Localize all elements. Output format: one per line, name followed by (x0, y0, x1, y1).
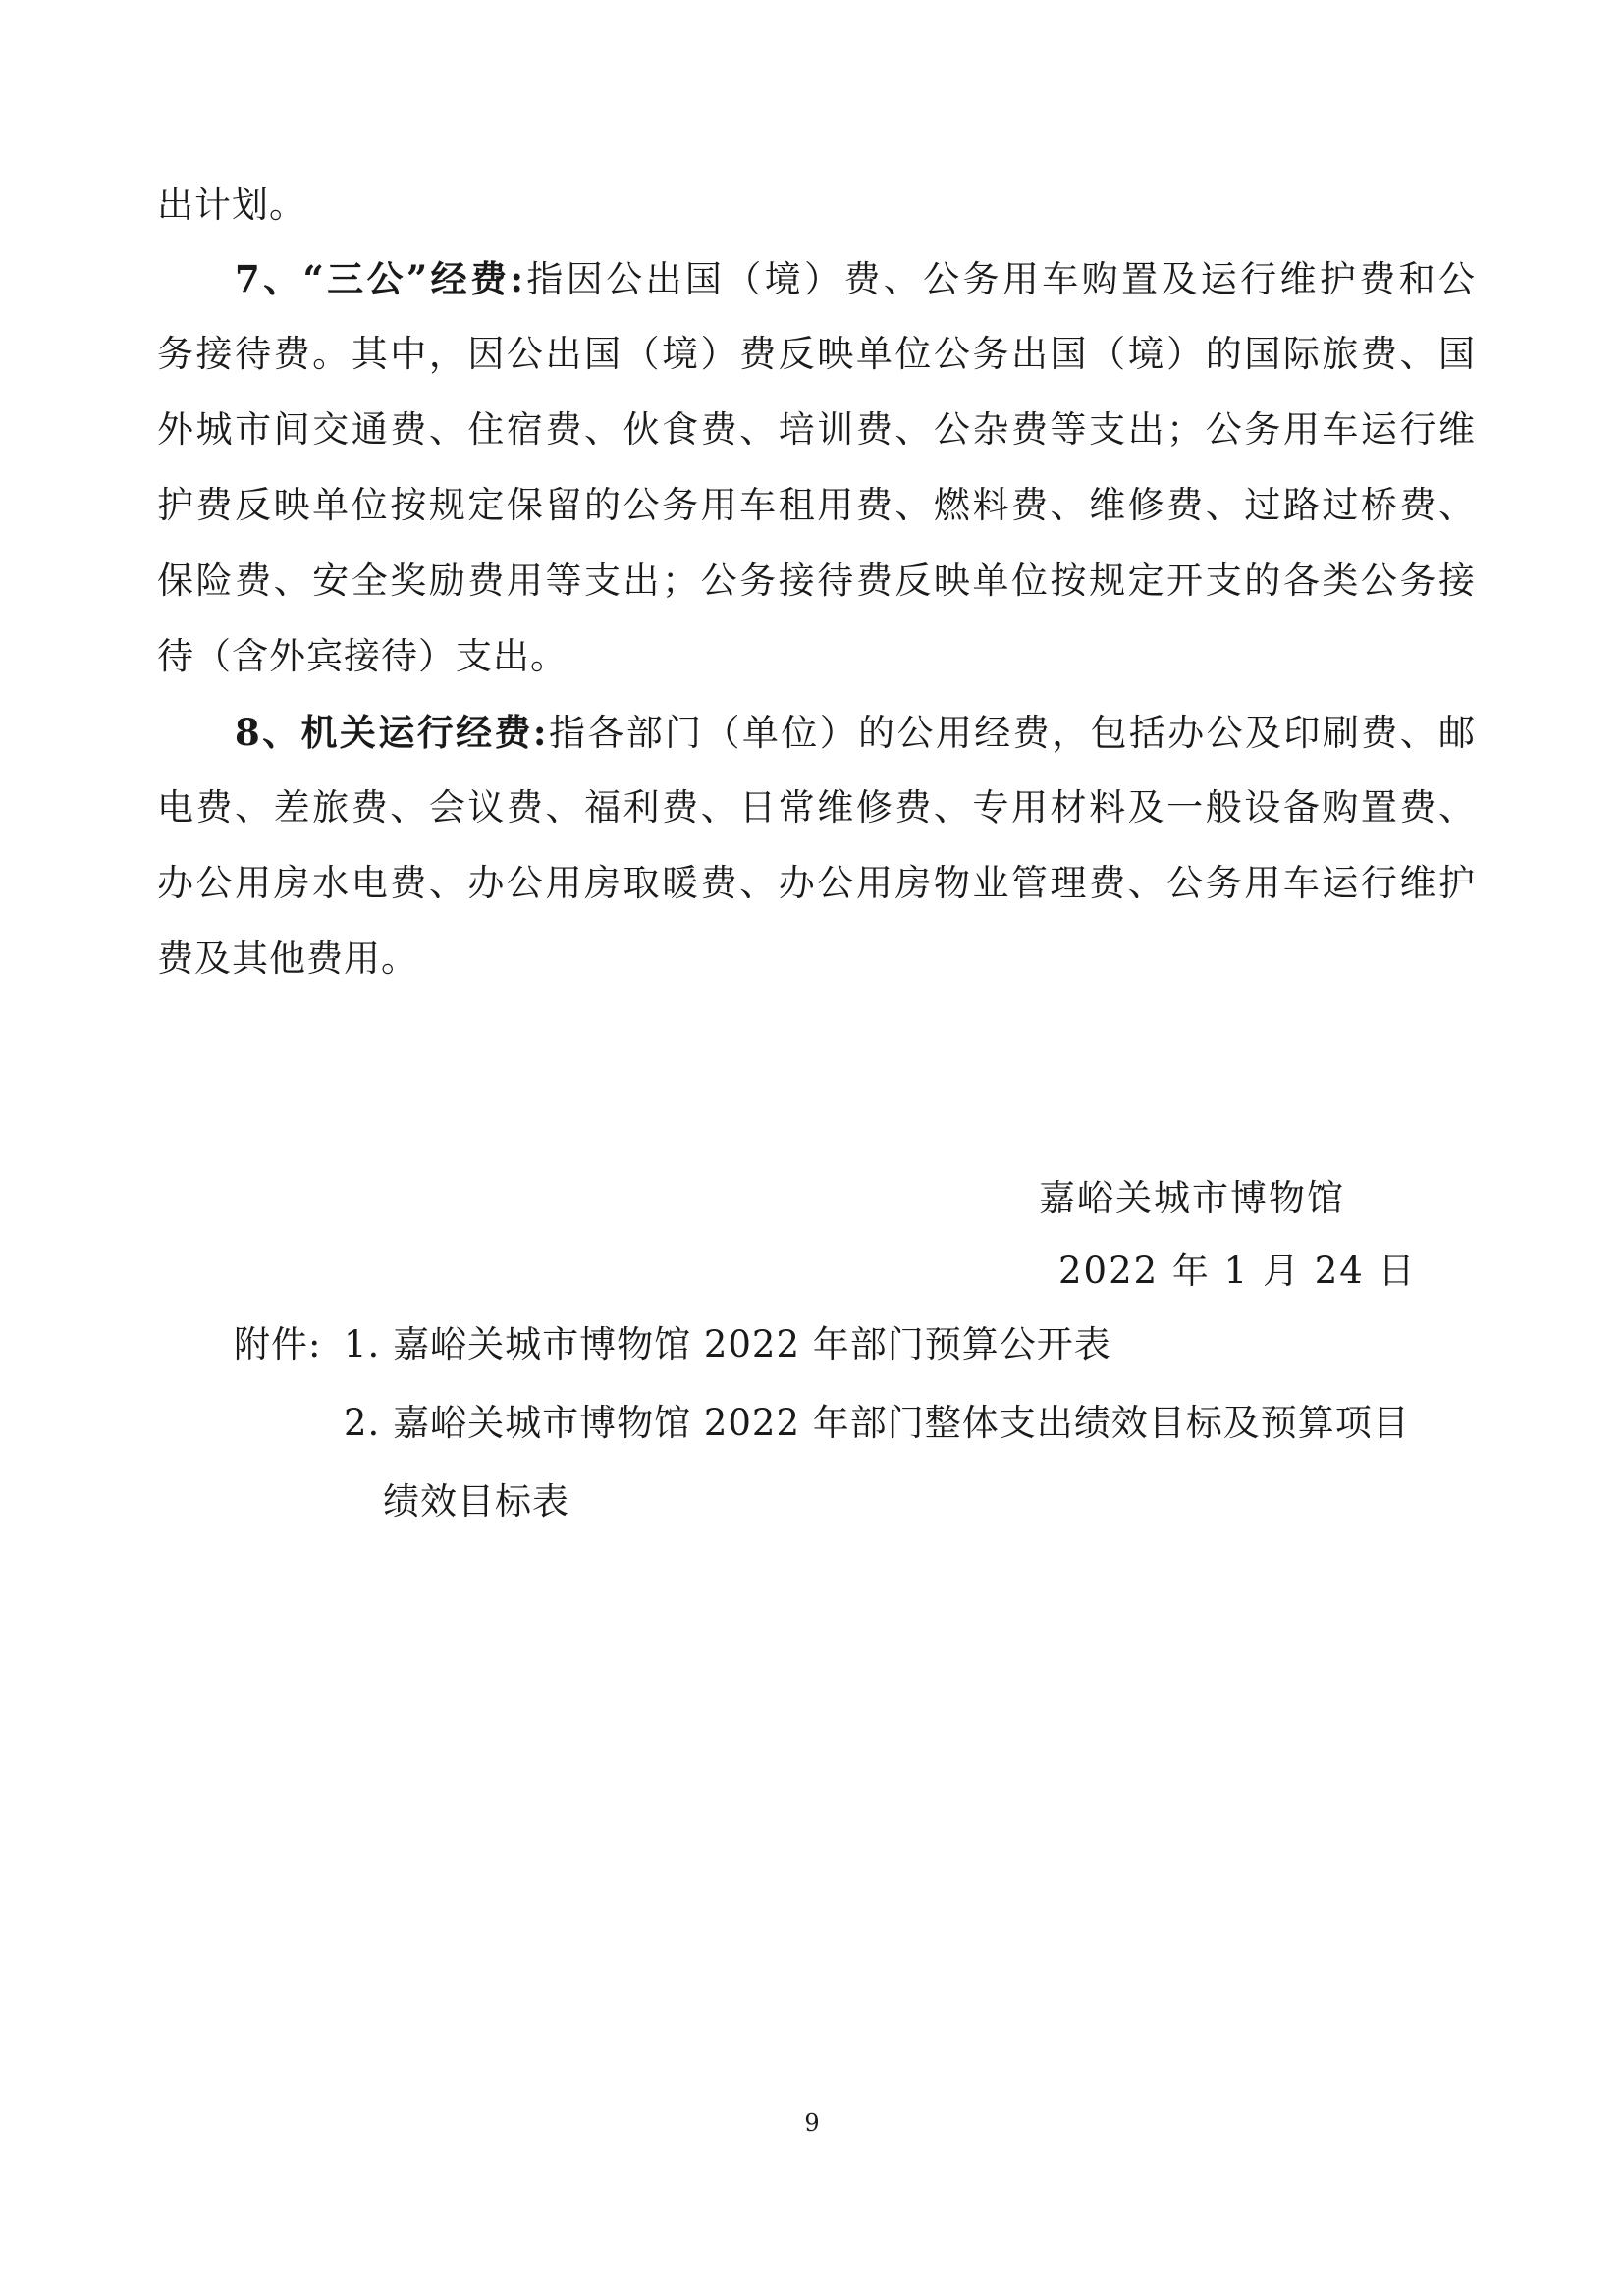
item7-term: “三公”经费: (302, 257, 523, 300)
item7-first-line (235, 254, 1475, 304)
attachment-number: 2. (344, 1402, 381, 1444)
attachment-number: 1. (344, 1323, 381, 1365)
item7-line: 保险费、安全奖励费用等支出；公务接待费反映单位按规定开支的各类公务接 (157, 560, 1475, 602)
page-number: 9 (804, 2109, 820, 2137)
continuation-text: 出计划。 (157, 184, 306, 226)
signature-organization: 嘉峪关城市博物馆 (1039, 1177, 1345, 1219)
attachment-continuation: 绩效目标表 (383, 1480, 569, 1522)
attachment-text: 嘉峪关城市博物馆 2022 年部门整体支出绩效目标及预算项目 (393, 1402, 1410, 1444)
item8-first-line (235, 708, 1475, 758)
attachment-item (344, 1399, 1410, 1448)
item8-line: 电费、差旅费、会议费、福利费、日常维修费、专用材料及一般设备购置费、 (157, 786, 1475, 828)
signature-date: 2022 年 1 月 24 日 (1058, 1250, 1417, 1292)
item7-line: 护费反映单位按规定保留的公务用车租用费、燃料费、维修费、过路过桥费、 (157, 484, 1475, 526)
item8-term: 机关运行经费: (300, 711, 547, 754)
paragraph-continuation (157, 181, 306, 230)
attachment-item (344, 1320, 1111, 1369)
item7-line: 务接待费。其中，因公出国（境）费反映单位公务出国（境）的国际旅费、国 (157, 333, 1475, 375)
attachment-text: 嘉峪关城市博物馆 2022 年部门预算公开表 (393, 1323, 1111, 1365)
item8-line: 费及其他费用。 (157, 937, 418, 980)
item8-number: 8、 (235, 711, 301, 754)
item8-line1-text: 指各部门（单位）的公用经费，包括办公及印刷费、邮 (546, 712, 1475, 754)
item7-number: 7、 (235, 257, 303, 300)
item7-line: 外城市间交通费、住宿费、伙食费、培训费、公杂费等支出；公务用车运行维 (157, 408, 1475, 451)
item8-line: 办公用房水电费、办公用房取暖费、办公用房物业管理费、公务用车运行维护 (157, 862, 1475, 904)
item7-line1-text: 指因公出国（境）费、公务用车购置及运行维护费和公 (522, 258, 1475, 300)
item7-line: 待（含外宾接待）支出。 (157, 635, 568, 677)
attachments-label: 附件: (234, 1323, 322, 1365)
